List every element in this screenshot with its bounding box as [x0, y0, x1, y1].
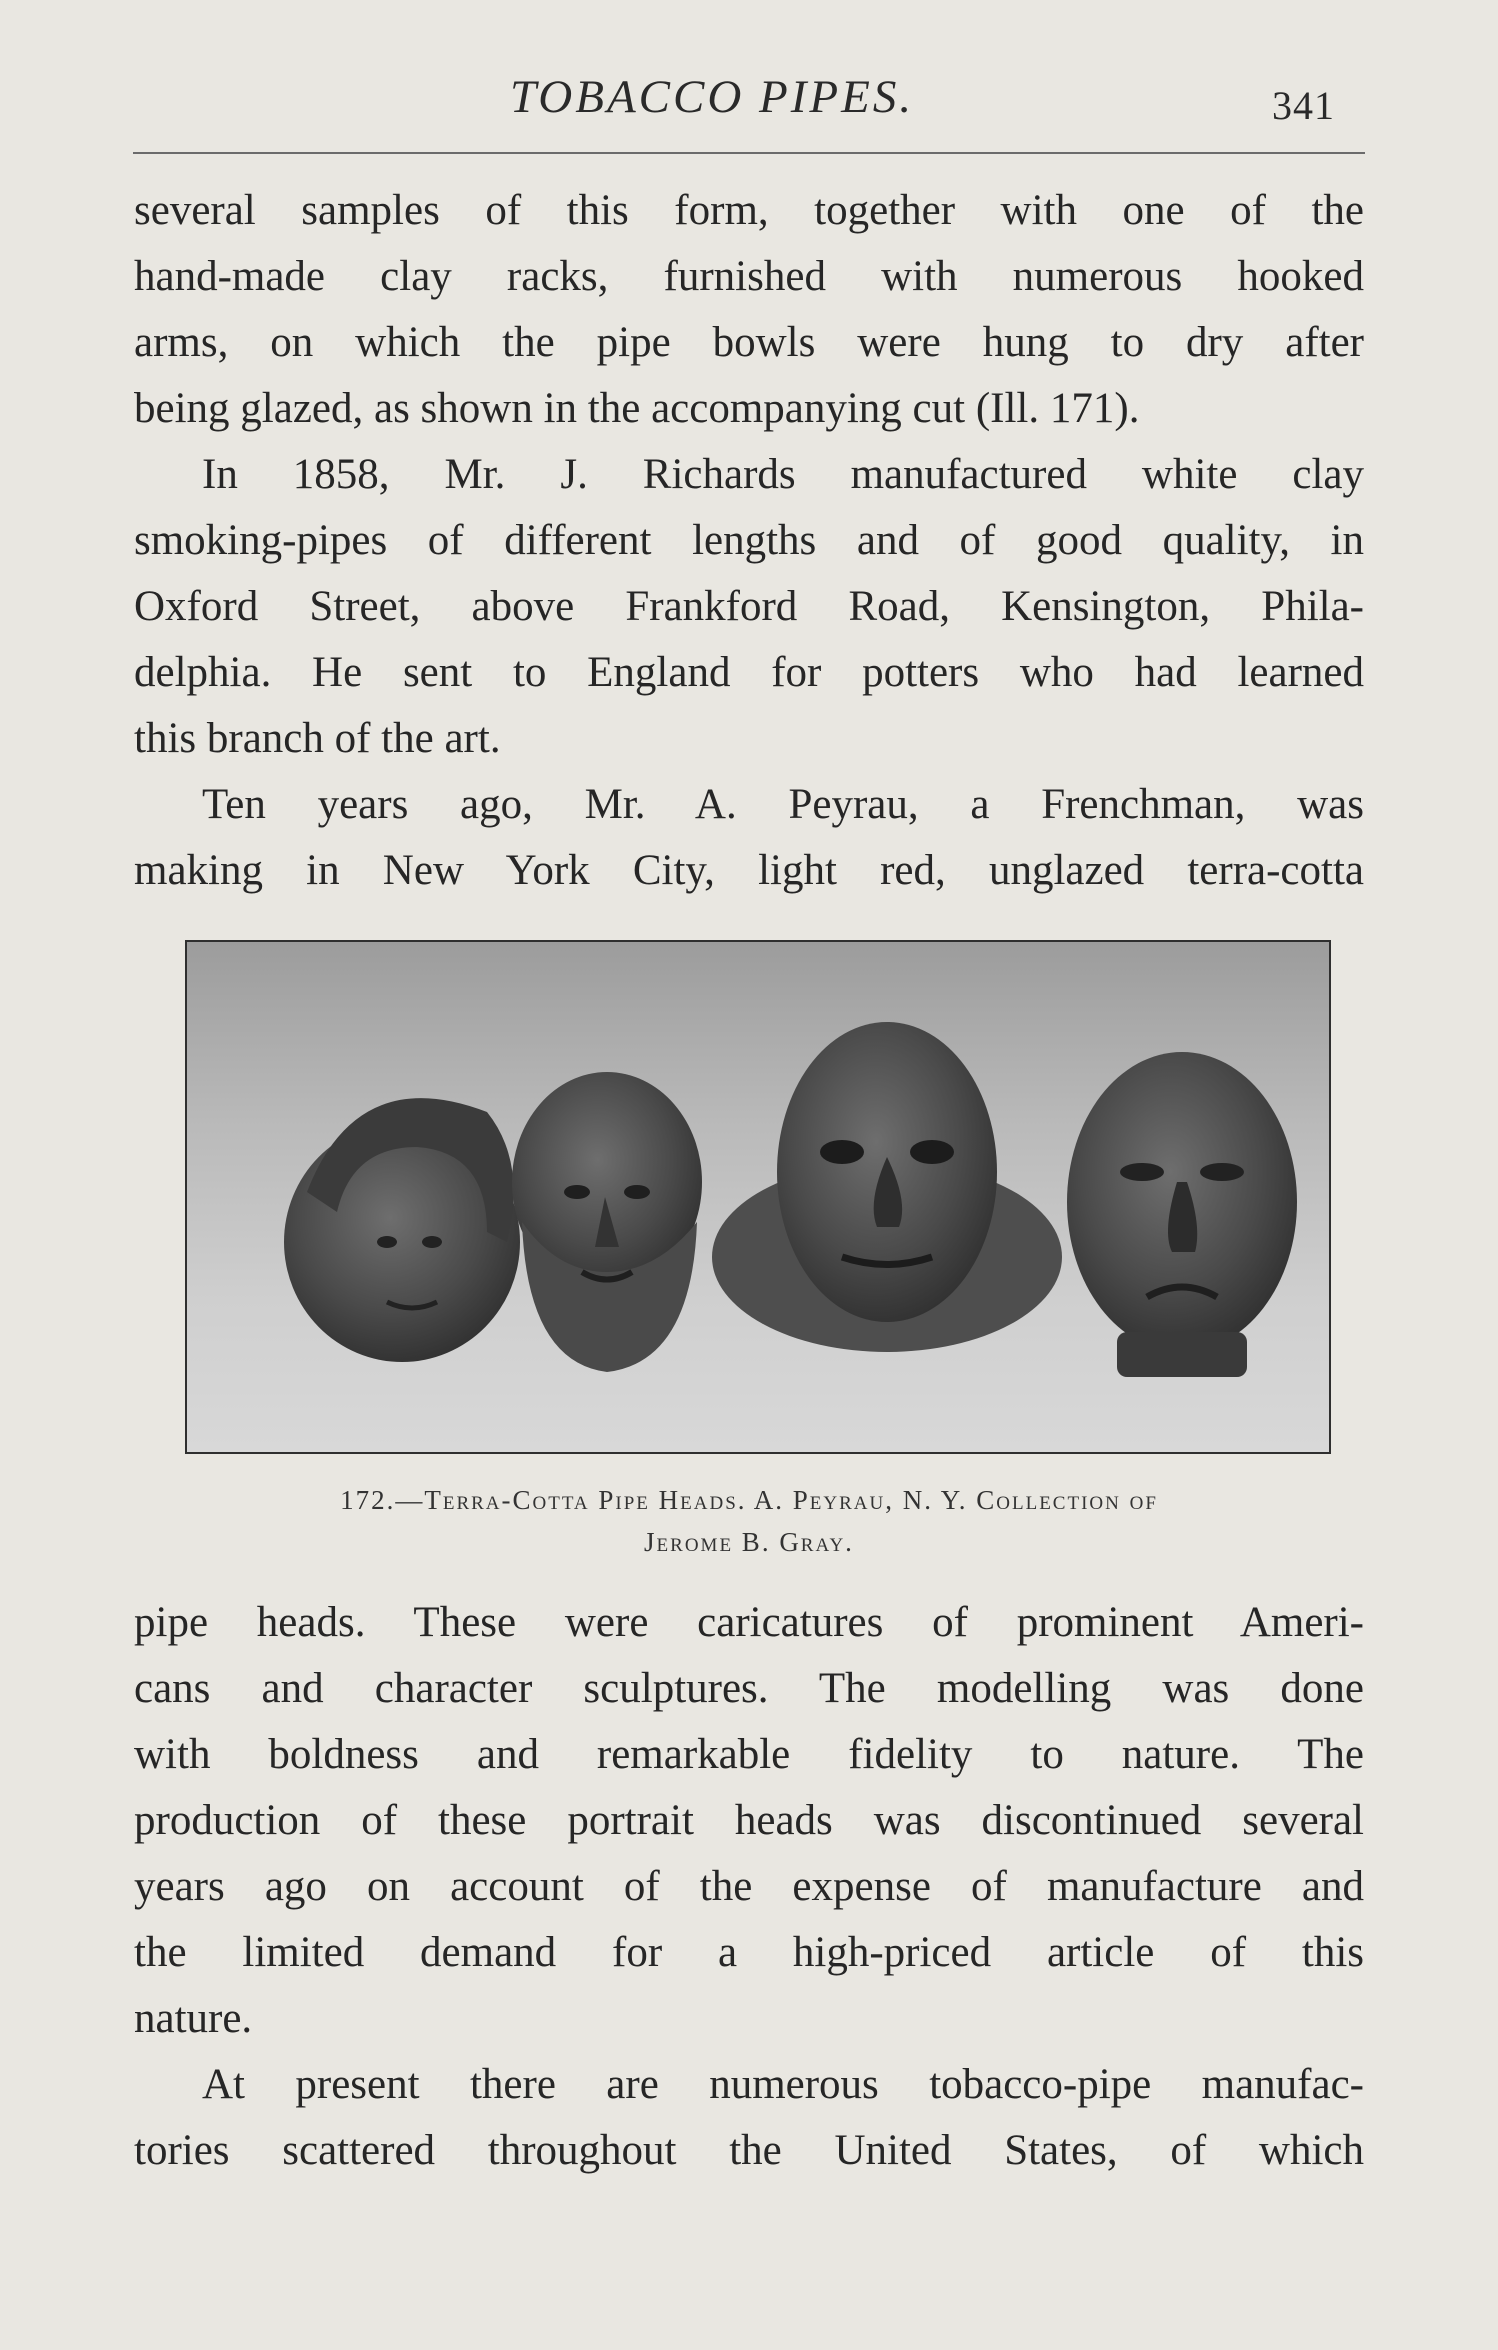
- pipe-head-ruffed: [712, 1022, 1062, 1352]
- pipe-head-frowning: [1067, 1052, 1297, 1377]
- pipe-heads-illustration: [187, 942, 1329, 1452]
- text-line: At present there are numerous tobacco-pipe manufac-: [202, 2061, 1364, 2108]
- text-line: cans and character sculptures. The modelling was done: [134, 1665, 1364, 1712]
- text-line: several samples of this form, together with one of the: [134, 187, 1364, 234]
- pipe-head-hooded: [284, 1098, 520, 1362]
- text-line: with boldness and remarkable fidelity to nature. The: [134, 1731, 1364, 1778]
- running-title: TOBACCO PIPES.: [510, 71, 915, 123]
- figure-photograph: [185, 940, 1331, 1454]
- text-line: production of these portrait heads was discontinued several: [134, 1797, 1364, 1844]
- pipe-head-bearded: [512, 1072, 702, 1372]
- body-text-bottom: [134, 1590, 1364, 2184]
- text-line: Ten years ago, Mr. A. Peyrau, a Frenchman, was: [202, 781, 1364, 828]
- figure-caption-line-1: 172.—Terra-Cotta Pipe Heads. A. Peyrau, N. Y. Collection of: [340, 1485, 1158, 1515]
- header-rule: [133, 152, 1365, 154]
- running-head: [0, 70, 1498, 130]
- text-line: tories scattered throughout the United States, of which: [134, 2127, 1364, 2174]
- text-line: In 1858, Mr. J. Richards manufactured white clay: [202, 451, 1364, 498]
- text-line: the limited demand for a high-priced article of this: [134, 1929, 1364, 1976]
- figure-caption-line-2: Jerome B. Gray.: [644, 1527, 854, 1557]
- text-line: years ago on account of the expense of manufacture and: [134, 1863, 1364, 1910]
- text-line: arms, on which the pipe bowls were hung to dry after: [134, 319, 1364, 366]
- text-line: being glazed, as shown in the accompanying cut (Ill. 171).: [134, 385, 1140, 432]
- text-line: delphia. He sent to England for potters who had learned: [134, 649, 1364, 696]
- body-text-top: [134, 178, 1364, 904]
- text-line: this branch of the art.: [134, 715, 501, 762]
- text-line: Oxford Street, above Frankford Road, Kensington, Phila-: [134, 583, 1364, 630]
- text-line: smoking-pipes of different lengths and of good quality, in: [134, 517, 1364, 564]
- text-line: nature.: [134, 1995, 253, 2042]
- text-line: hand-made clay racks, furnished with numerous hooked: [134, 253, 1364, 300]
- page-number: 341: [1272, 83, 1335, 128]
- text-line: pipe heads. These were caricatures of prominent Ameri-: [134, 1599, 1364, 1646]
- text-line: making in New York City, light red, unglazed terra-cotta: [134, 847, 1364, 894]
